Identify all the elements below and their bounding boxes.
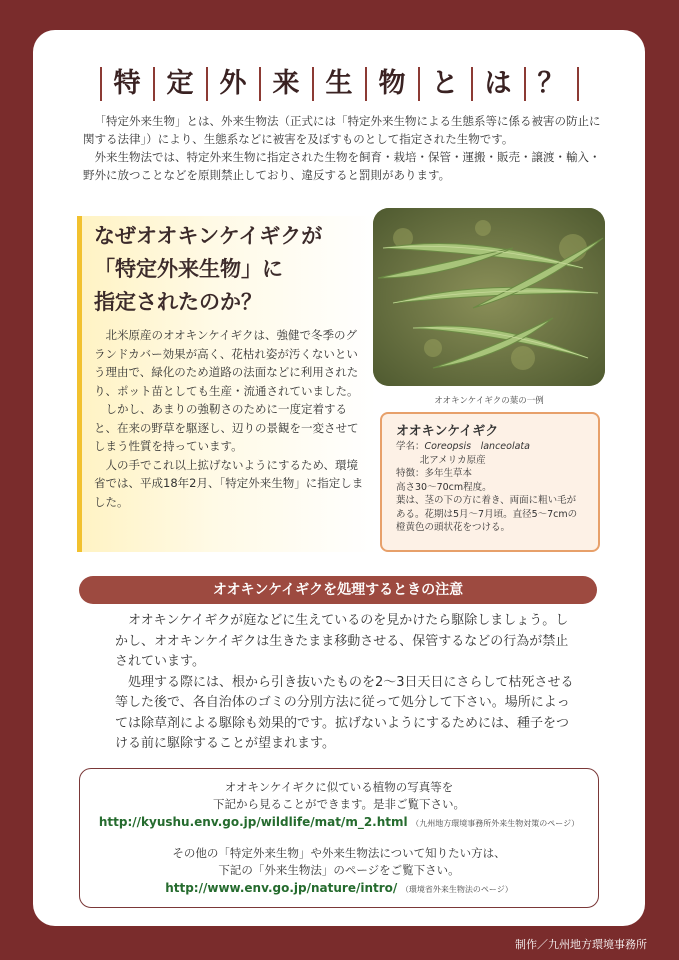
species-details <box>396 440 592 535</box>
why-paragraph: しかし、あまりの強靭さのために一度定着すると、在来の野草を駆逐し、辺りの景観を一変させてしまう性質を持っています。 <box>94 402 359 453</box>
why-heading-line: なぜオオキンケイギクが <box>94 224 323 248</box>
title-char: は <box>471 67 524 101</box>
title-char: と <box>418 67 471 101</box>
why-body <box>94 326 364 511</box>
species-info-box <box>380 412 600 552</box>
links-text: 下記の「外来生物法」のページをご覧下さい。 <box>218 863 460 877</box>
title-char: 定 <box>153 67 206 101</box>
species-leaf: ある。花期は5月～7月頃。直径5～7cmの <box>396 508 578 520</box>
links-box <box>79 768 599 908</box>
env-link[interactable]: http://www.env.go.jp/nature/intro/ <box>165 881 398 895</box>
kyushu-link[interactable]: http://kyushu.env.go.jp/wildlife/mat/m_2.html <box>98 815 408 829</box>
species-feature: 特徴：多年生草本 <box>396 468 473 479</box>
species-name: オオキンケイギク <box>396 424 499 439</box>
species-leaf: 葉は、茎の下の方に着き、両面に粗い毛が <box>396 495 577 506</box>
leaf-photo <box>373 208 605 386</box>
photo-caption: オオキンケイギクの葉の一例 <box>434 396 544 406</box>
link-note: （環境省外来生物法のページ） <box>400 885 513 894</box>
species-origin: 北アメリカ原産 <box>419 454 486 466</box>
flyer-card <box>33 30 645 926</box>
link-note: （九州地方環境事務所外来生物対策のページ） <box>411 819 580 828</box>
why-heading <box>94 220 322 319</box>
caution-heading: オオキンケイギクを処理するときの注意 <box>79 576 597 604</box>
leaf-photo-image <box>373 208 605 386</box>
caution-section <box>115 611 575 755</box>
link-row <box>80 881 598 895</box>
why-section <box>77 216 376 552</box>
sci-name: Coreopsis lanceolata <box>424 441 530 452</box>
title-char: 生 <box>312 67 365 101</box>
sci-label: 学名： <box>396 441 425 452</box>
why-paragraph: 人の手でこれ以上拡げないようにするため、環境省では、平成18年2月、「特定外来生物」に指定しました。 <box>94 457 364 509</box>
footer-credit: 制作／九州地方環境事務所 <box>515 938 647 951</box>
page-title <box>33 64 645 104</box>
intro-section <box>83 112 603 184</box>
title-char: 外 <box>206 67 259 101</box>
species-height: 高さ30～70cm程度。 <box>396 481 492 493</box>
links-text: 下記から見ることができます。是非ご覧下さい。 <box>212 797 466 811</box>
why-paragraph: 北米原産のオオキンケイギクは、強健で冬季のグランドカバー効果が高く、花枯れ姿が汚くないという理由で、緑化のため道路の法面などに利用されたり、ポット苗としても生産・流通されていました。 <box>94 328 359 398</box>
intro-paragraph: 「特定外来生物」とは、外来生物法（正式には「特定外来生物による生態系等に係る被害の防止に関する法律」）により、生態系などに被害を及ぼすものとして指定された生物です。 <box>83 114 601 146</box>
why-heading-line: 指定されたのか？ <box>94 290 262 314</box>
intro-paragraph: 外来生物法では、特定外来生物に指定された生物を飼育・栽培・保管・運搬・販売・譲渡・輸入・野外に放つことなどを原則禁止しており、違反すると罰則があります。 <box>83 150 601 182</box>
species-leaf: 橙黄色の頭状花をつける。 <box>396 522 511 533</box>
link-row <box>80 815 598 829</box>
title-char: ？ <box>524 67 579 101</box>
why-heading-line: 「特定外来生物」に <box>94 257 283 281</box>
caution-paragraph: 処理する際には、根から引き抜いたものを2～3日天日にさらして枯死させる等した後で、各自治体のゴミの分別方法に従って処分して下さい。場所によっては除草剤による駆除も効果的です。拡げないようにするためには、種子をつける前に駆除することが望まれます。 <box>115 674 574 751</box>
links-text: オオキンケイギクに似ている植物の写真等を <box>224 780 454 794</box>
caution-paragraph: オオキンケイギクが庭などに生えているのを見かけたら駆除しましょう。しかし、オオキンケイギクは生きたまま移動させる、保管するなどの行為が禁止されています。 <box>115 613 569 669</box>
links-text: その他の「特定外来生物」や外来生物法について知りたい方は、 <box>172 846 506 860</box>
title-char: 来 <box>259 67 312 101</box>
title-char: 特 <box>100 67 153 101</box>
title-char: 物 <box>365 67 418 101</box>
